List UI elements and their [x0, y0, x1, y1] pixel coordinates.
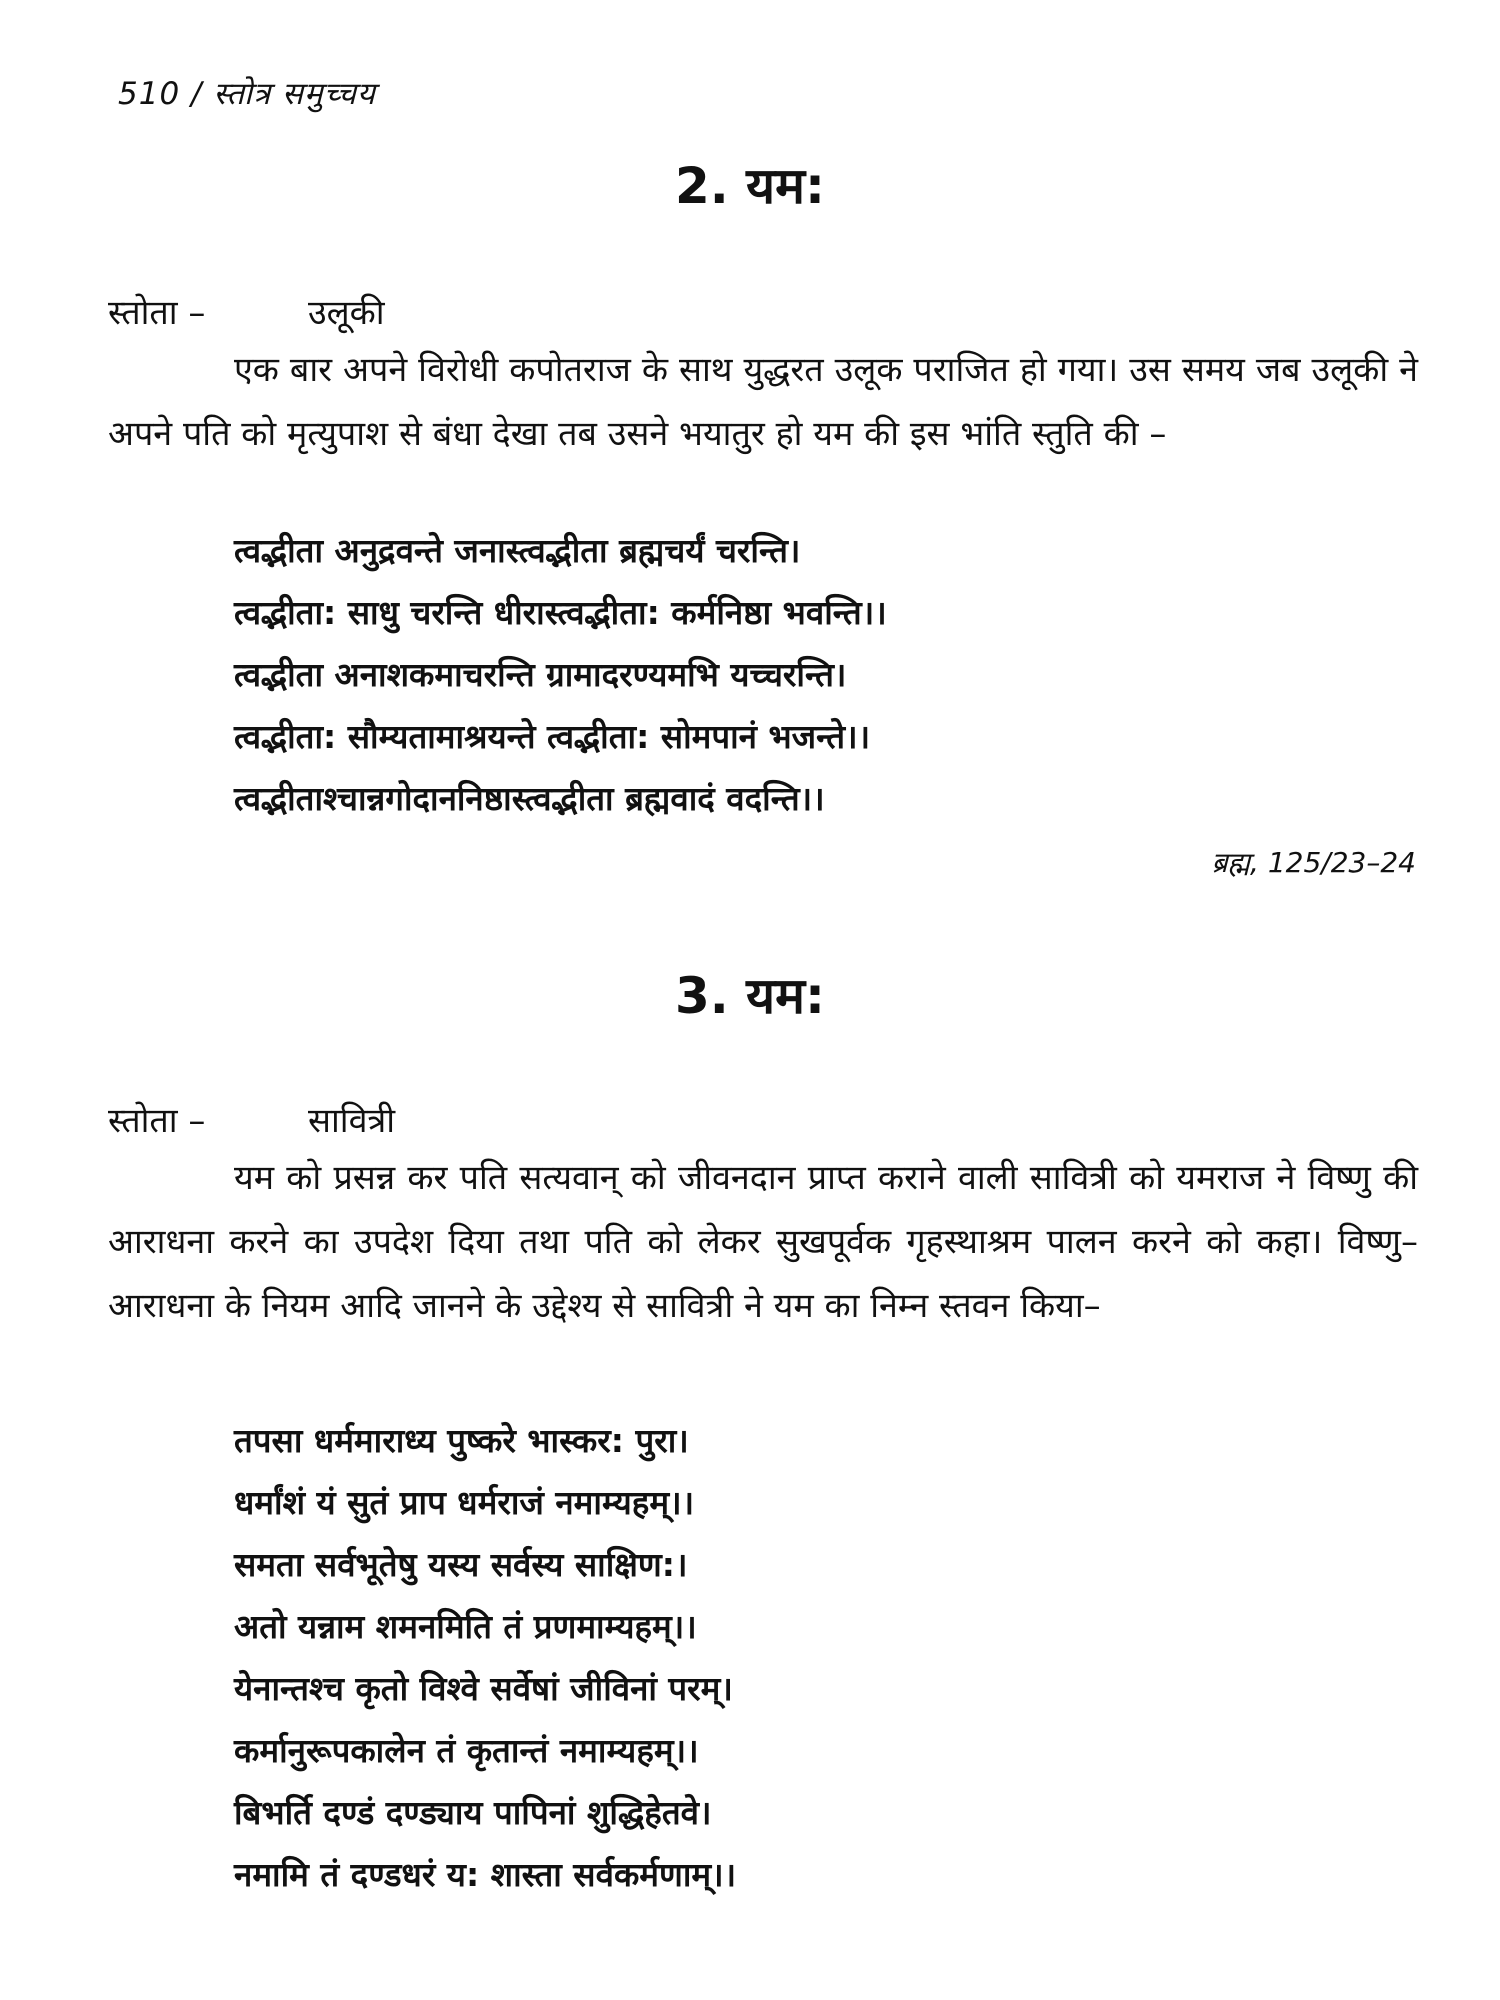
- verse-line: अतो यन्नाम शमनमिति तं प्रणमाम्यहम्।।: [234, 1607, 697, 1646]
- section-title: 2. यम:: [674, 157, 826, 215]
- verse-line: नमामि तं दण्डधरं य: शास्ता सर्वकर्मणाम्।।: [234, 1855, 737, 1894]
- verse-block: [234, 1410, 736, 1906]
- verse-line: समता सर्वभूतेषु यस्य सर्वस्य साक्षिण:।: [234, 1545, 688, 1584]
- source-citation: ब्रह्म, 125/23–24: [1211, 846, 1416, 879]
- verse-line: येनान्तश्च कृतो विश्वे सर्वेषां जीविनां परम्।: [234, 1669, 733, 1708]
- stota-label: स्तोता –: [108, 293, 206, 333]
- stota-line: [108, 288, 385, 334]
- verse-line: धर्मांशं यं सुतं प्राप धर्मराजं नमाम्यहम्।।: [234, 1483, 695, 1522]
- prose-text: एक बार अपने विरोधी कपोतराज के साथ युद्धरत उलूक पराजित हो गया। उस समय जब उलूकी ने अपने पति को मृत्युपाश से बंधा देखा तब उसने भयातुर हो यम की इस भांति स्तुति की –: [108, 350, 1418, 454]
- section-title: 3. यम:: [674, 967, 826, 1025]
- stota-line: [108, 1096, 395, 1142]
- verse-line: बिभर्ति दण्डं दण्ड्याय पापिनां शुद्धिहेतवे।: [234, 1793, 712, 1832]
- verse-line: त्वद्भीता: सौम्यतामाश्रयन्ते त्वद्भीता: सोमपानं भजन्ते।।: [234, 717, 871, 756]
- verse-line: त्वद्भीताश्चान्नगोदाननिष्ठास्त्वद्भीता ब्रह्मवादं वदन्ति।।: [234, 779, 825, 818]
- verse-block: [234, 520, 887, 830]
- verse-line: त्वद्भीता अनुद्रवन्ते जनास्त्वद्भीता ब्रह्मचर्यं चरन्ति।: [234, 531, 801, 570]
- prose-paragraph: [108, 1146, 1418, 1338]
- running-head: 510 / स्तोत्र समुच्चय: [118, 76, 376, 112]
- prose-paragraph: [108, 338, 1418, 466]
- verse-line: त्वद्भीता अनाशकमाचरन्ति ग्रामादरण्यमभि यच्चरन्ति।: [234, 655, 847, 694]
- stota-name: सावित्री: [308, 1101, 396, 1141]
- verse-line: तपसा धर्ममाराध्य पुष्करे भास्कर: पुरा।: [234, 1421, 689, 1460]
- verse-line: कर्मानुरूपकालेन तं कृतान्तं नमाम्यहम्।।: [234, 1731, 699, 1770]
- prose-text: यम को प्रसन्न कर पति सत्यवान् को जीवनदान प्राप्त कराने वाली सावित्री को यमराज ने विष्णु की आराधना करने का उपदेश दिया तथा पति को लेकर सुखपूर्वक गृहस्थाश्रम पालन करने को कहा। विष्णु–आराधना के नियम आदि जानने के उद्देश्य से सावित्री ने यम का निम्न स्तवन किया–: [108, 1158, 1418, 1326]
- verse-line: त्वद्भीता: साधु चरन्ति धीरास्त्वद्भीता: कर्मनिष्ठा भवन्ति।।: [234, 593, 887, 632]
- stota-label: स्तोता –: [108, 1101, 206, 1141]
- stota-name: उलूकी: [308, 293, 385, 333]
